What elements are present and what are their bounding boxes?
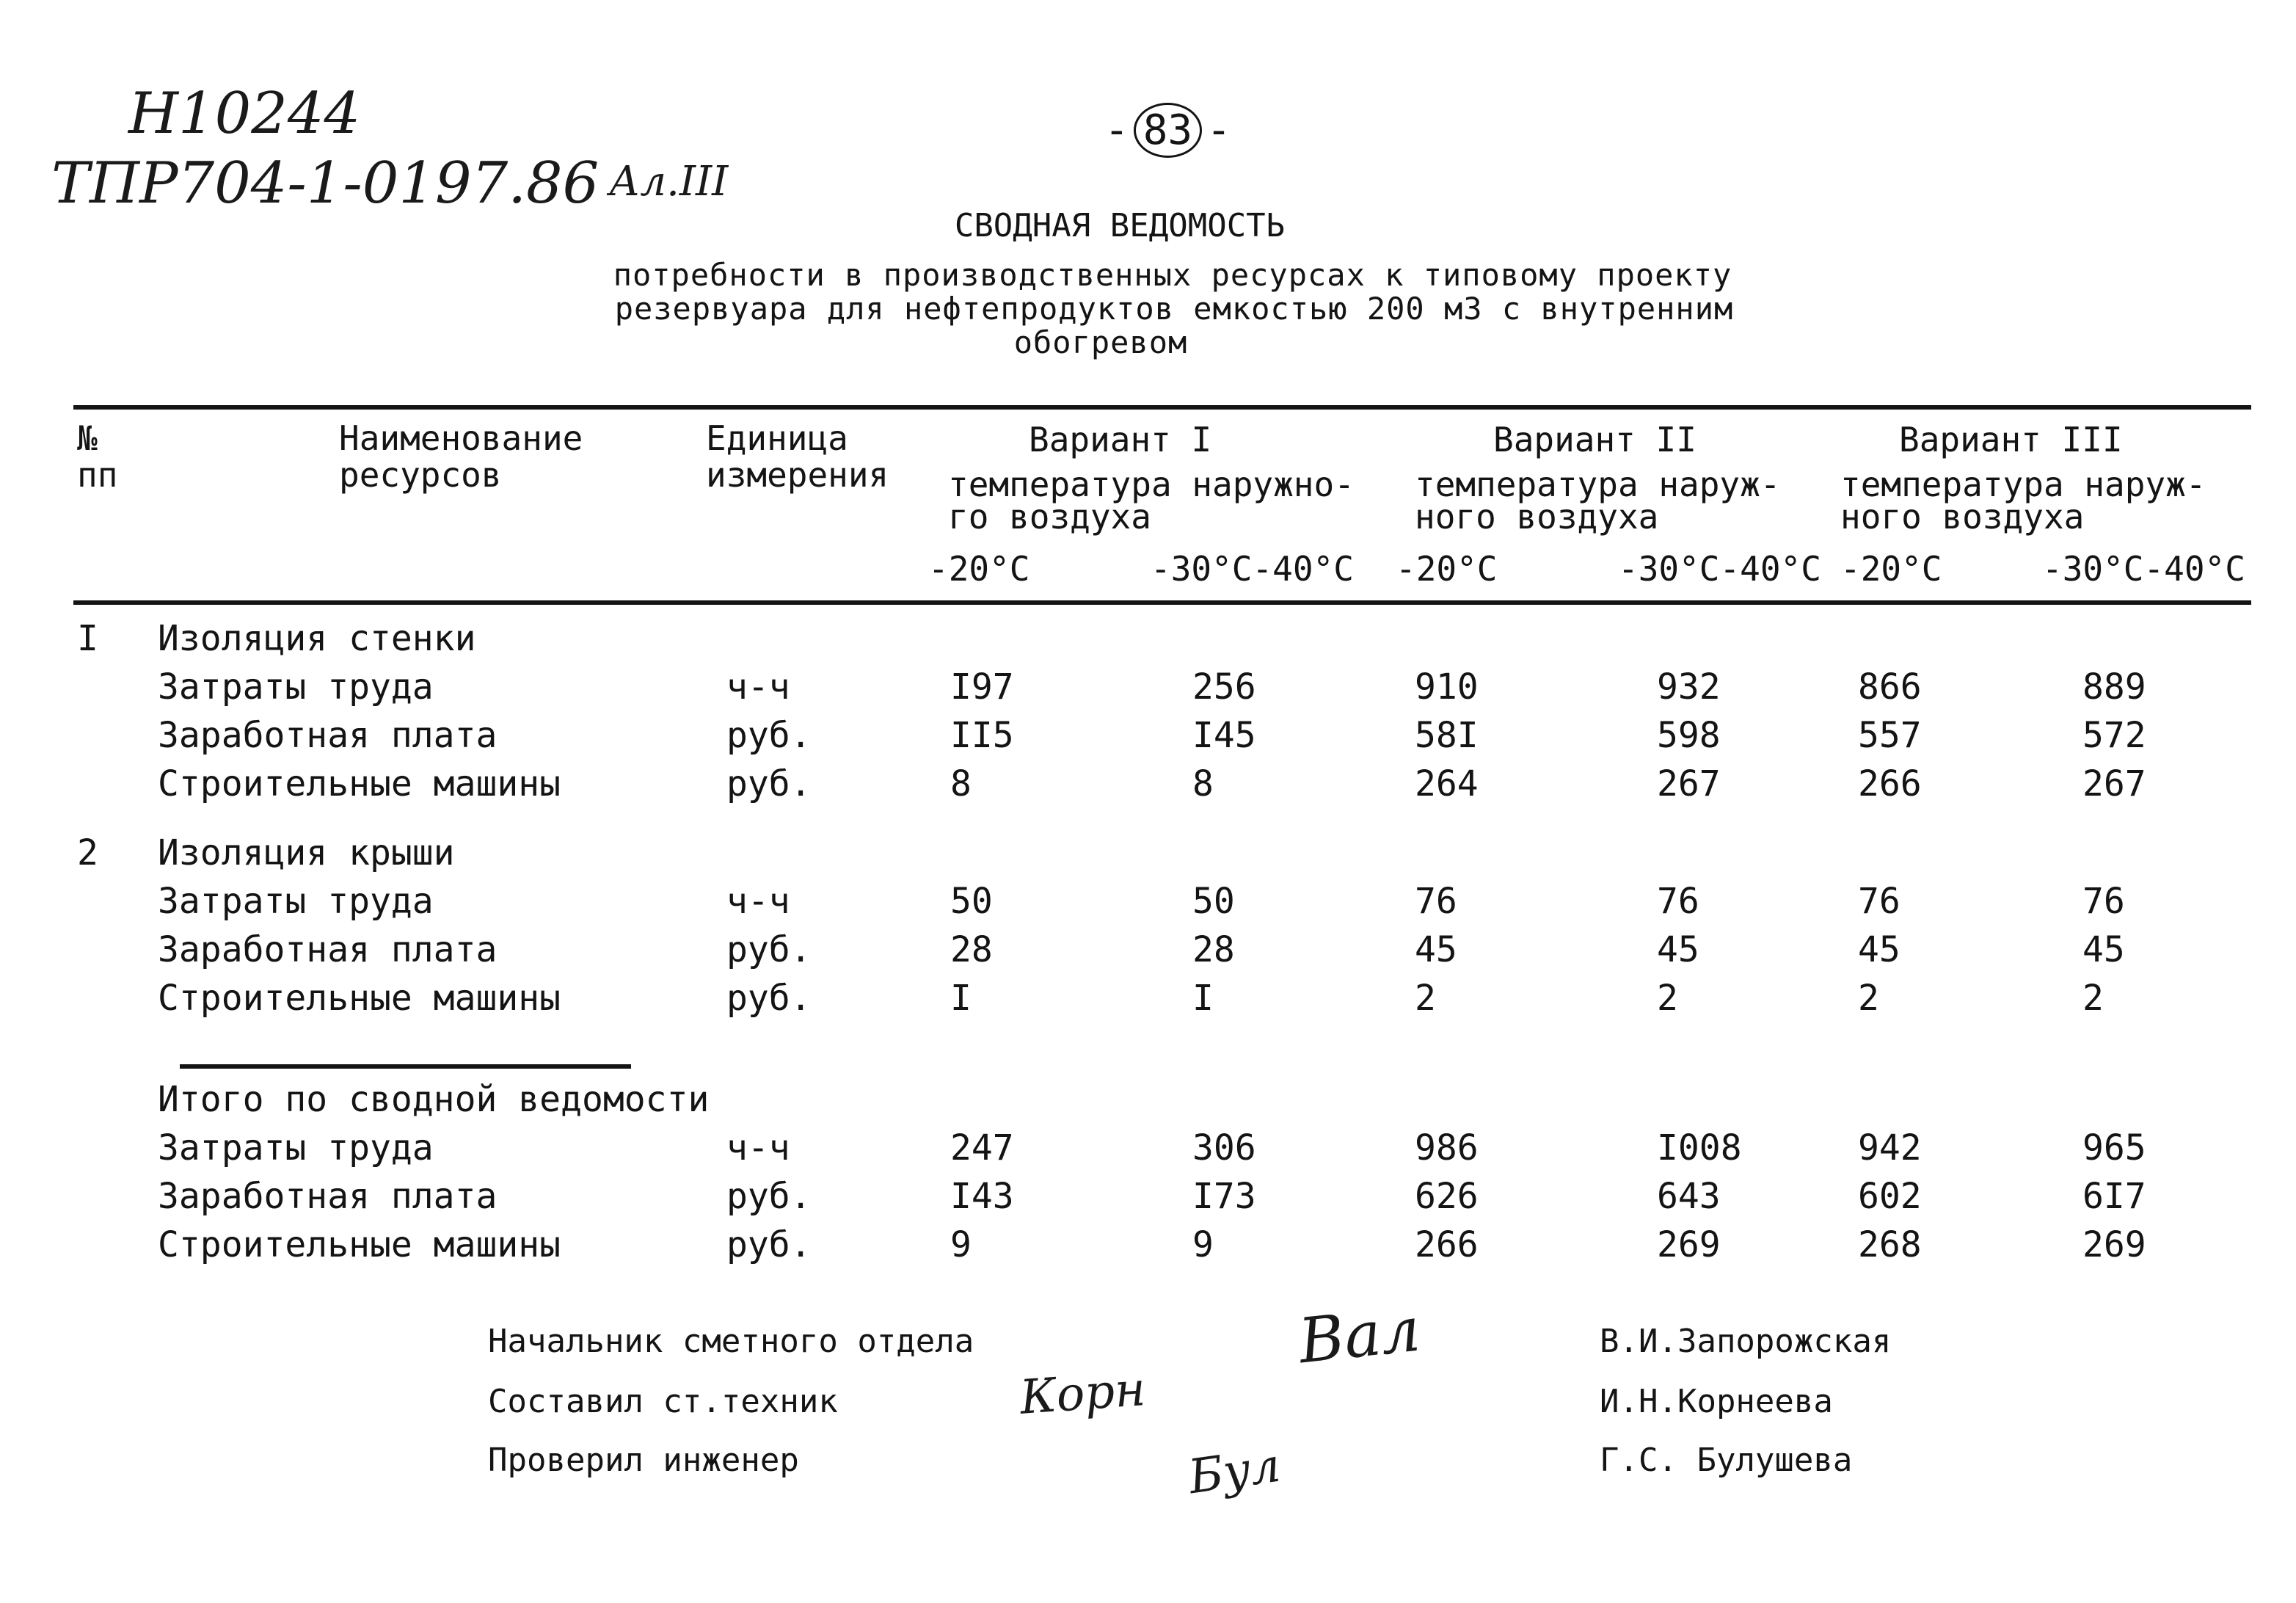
value-v1-20: 8 [950,763,972,804]
signature-name-1: В.И.Запорожская [1600,1323,1892,1360]
value-v3-20: 76 [1858,881,1900,922]
handwritten-project-code: ТПР704-1-0197.86 [51,150,599,217]
page-number-value: 83 [1142,106,1193,154]
header-num-line-2: пп [77,455,118,495]
value-v1-30: I [1192,978,1214,1019]
temp-v2-minus30-40: -30°С-40°С [1618,549,1821,589]
value-v3-20: 45 [1858,929,1900,970]
signature-name-3: Г.С. Булушева [1600,1442,1853,1479]
signature-role-3: Проверил инженер [488,1442,799,1479]
value-v2-20: 45 [1415,929,1457,970]
handwritten-signature-3: Бул [1185,1438,1284,1505]
value-v3-30: 572 [2082,715,2146,756]
variant-2-temp-line-1: температура наруж- [1415,465,1781,504]
row-name: Затраты труда [158,666,434,708]
value-v3-30: 6I7 [2082,1176,2146,1217]
row-unit: руб. [726,715,812,756]
variant-2-label: Вариант II [1493,420,1697,459]
variant-3-temp-line-1: температура наруж- [1840,465,2206,504]
value-v1-20: I97 [950,666,1014,708]
variant-1-label: Вариант I [1029,420,1212,459]
subtitle-line-1: потребности в производственных ресурсах к типовому проекту [613,257,1732,293]
temp-v1-minus30-40: -30°С-40°С [1151,549,1354,589]
value-v1-20: 9 [950,1224,972,1265]
row-name: Заработная плата [158,715,498,756]
variant-3-label: Вариант III [1899,420,2123,459]
value-v3-30: 267 [2082,763,2146,804]
header-num [77,420,117,493]
variant-3-temp-line-2: ного воздуха [1840,497,2085,537]
value-v2-20: 2 [1415,978,1436,1019]
page-number-dash-left: - [1104,106,1129,154]
variant-1-temp-line-2: го воздуха [948,497,1151,537]
signature-name-2: И.Н.Корнеева [1600,1383,1833,1420]
handwritten-album: Ал.III [609,158,729,206]
row-unit: руб. [726,763,812,804]
value-v3-30: 269 [2082,1224,2146,1265]
variant-1-temp [948,465,1355,537]
row-unit: руб. [726,1176,812,1217]
value-v1-20: I43 [950,1176,1014,1217]
variant-3-temp [1840,465,2206,537]
value-v2-30: 598 [1657,715,1721,756]
row-unit: ч-ч [726,1127,790,1168]
value-v2-20: 58I [1415,715,1479,756]
value-v3-20: 866 [1858,666,1922,708]
value-v2-20: 264 [1415,763,1479,804]
value-v3-20: 602 [1858,1176,1922,1217]
row-name: Затраты труда [158,1127,434,1168]
value-v1-20: II5 [950,715,1014,756]
value-v1-30: 50 [1192,881,1235,922]
subtitle-line-3: обогревом [1013,324,1188,360]
section-1-title: Изоляция стенки [158,618,476,659]
section-2-num: 2 [77,832,98,873]
value-v1-20: 28 [950,929,993,970]
value-v3-30: 965 [2082,1127,2146,1168]
header-name-line-2: ресурсов [339,455,502,495]
value-v1-20: 247 [950,1127,1014,1168]
section-2-title: Изоляция крыши [158,832,455,873]
page-number [1104,103,1231,158]
row-unit: руб. [726,929,812,970]
total-separator-rule [180,1064,631,1069]
variant-2-temp-line-2: ного воздуха [1415,497,1659,537]
value-v3-30: 889 [2082,666,2146,708]
row-unit: ч-ч [726,881,790,922]
value-v3-20: 2 [1858,978,1879,1019]
value-v3-20: 557 [1858,715,1922,756]
handwritten-inventory-number: Н10244 [128,81,361,147]
temp-v2-minus20: -20°С [1396,549,1498,589]
value-v1-30: 256 [1192,666,1256,708]
header-unit [706,420,889,493]
signature-role-1: Начальник сметного отдела [488,1323,974,1360]
row-unit: руб. [726,1224,812,1265]
header-unit-line-1: Единица [706,418,848,458]
row-name: Затраты труда [158,881,434,922]
value-v1-30: 28 [1192,929,1235,970]
value-v3-20: 266 [1858,763,1922,804]
header-num-line-1: № [77,418,98,458]
variant-2-temp [1415,465,1781,537]
temp-v1-minus20: -20°С [928,549,1030,589]
value-v1-20: I [950,978,972,1019]
signature-role-2: Составил ст.техник [488,1383,838,1420]
row-name: Заработная плата [158,929,498,970]
section-1-num: I [77,618,98,659]
page-number-dash-right: - [1206,106,1231,154]
subtitle-line-2: резервуара для нефтепродуктов емкостью 200 м3 с внутренним [614,291,1734,327]
value-v1-30: I45 [1192,715,1256,756]
value-v1-20: 50 [950,881,993,922]
value-v2-20: 76 [1415,881,1457,922]
row-name: Заработная плата [158,1176,498,1217]
value-v3-30: 76 [2082,881,2125,922]
value-v1-30: 8 [1192,763,1214,804]
value-v3-30: 2 [2082,978,2104,1019]
value-v2-30: 76 [1657,881,1699,922]
handwritten-signature-1: Вал [1295,1293,1424,1378]
value-v2-20: 626 [1415,1176,1479,1217]
value-v2-30: 267 [1657,763,1721,804]
header-name [339,420,583,493]
value-v3-30: 45 [2082,929,2125,970]
value-v2-30: 269 [1657,1224,1721,1265]
value-v3-20: 268 [1858,1224,1922,1265]
temp-v3-minus20: -20°С [1840,549,1942,589]
value-v2-20: 910 [1415,666,1479,708]
row-name: Строительные машины [158,763,561,804]
value-v1-30: 9 [1192,1224,1214,1265]
header-name-line-1: Наименование [339,418,583,458]
totals-title: Итого по сводной ведомости [158,1079,710,1120]
value-v2-20: 986 [1415,1127,1479,1168]
document-title: СВОДНАЯ ВЕДОМОСТЬ [954,207,1286,244]
header-unit-line-2: измерения [706,455,889,495]
value-v2-30: 45 [1657,929,1699,970]
value-v3-20: 942 [1858,1127,1922,1168]
value-v2-30: 932 [1657,666,1721,708]
value-v1-30: 306 [1192,1127,1256,1168]
row-name: Строительные машины [158,978,561,1019]
table-header-rule [73,600,2251,605]
table-top-rule [73,405,2251,410]
handwritten-signature-2: Корн [1018,1362,1148,1425]
value-v1-30: I73 [1192,1176,1256,1217]
value-v2-30: 2 [1657,978,1678,1019]
variant-1-temp-line-1: температура наружно- [948,465,1355,504]
row-unit: руб. [726,978,812,1019]
row-unit: ч-ч [726,666,790,708]
value-v2-20: 266 [1415,1224,1479,1265]
page-number-circle [1134,103,1202,158]
value-v2-30: I008 [1657,1127,1742,1168]
value-v2-30: 643 [1657,1176,1721,1217]
row-name: Строительные машины [158,1224,561,1265]
temp-v3-minus30-40: -30°С-40°С [2042,549,2245,589]
